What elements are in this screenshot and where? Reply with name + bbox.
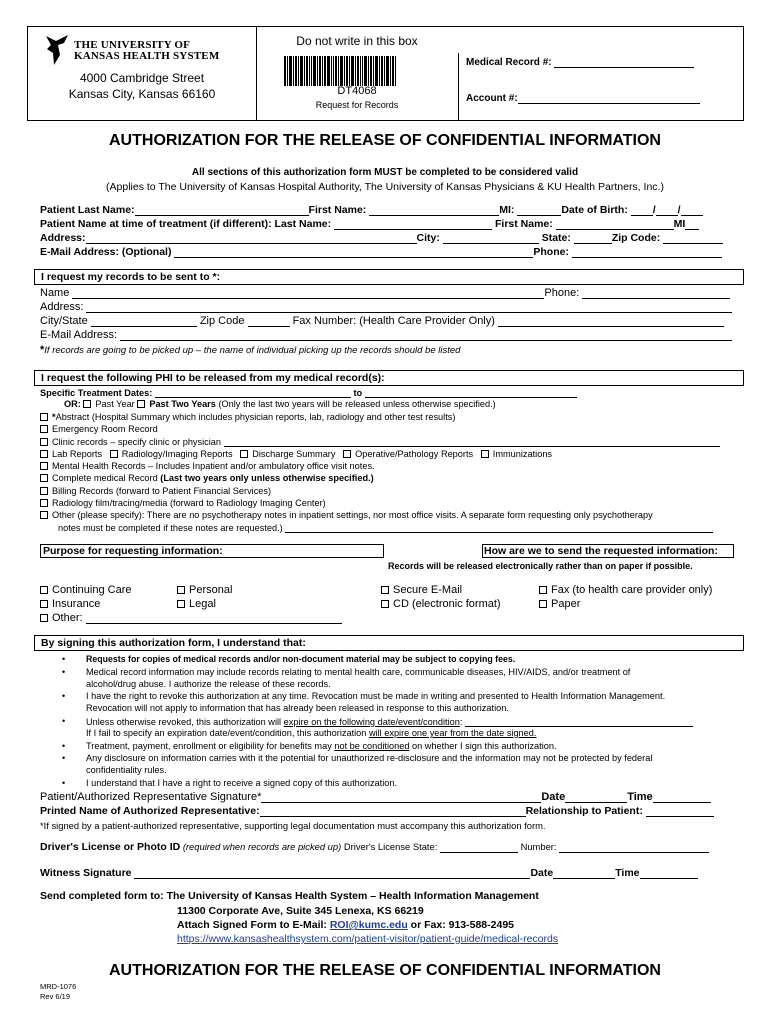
medical-record-field[interactable]: Medical Record #: — [466, 57, 694, 68]
understand-revoke-b: Revocation will not apply to information that has already been released in response to this authorization. — [86, 703, 509, 713]
patient-email-row[interactable]: E-Mail Address: (Optional) Phone: — [40, 246, 722, 258]
radiology-film-option[interactable]: Radiology film/tracing/media (forward to Radiology Imaging Center) — [40, 498, 326, 508]
method-cd[interactable]: CD (electronic format) — [381, 598, 501, 610]
understand-disclosure-a: Any disclosure on information carries with it the potential for unauthorized re-disclosure and the information may not be protected by federal — [86, 753, 653, 763]
org-address1: 4000 Cambridge Street — [79, 71, 205, 85]
do-not-write-label: Do not write in this box — [296, 34, 418, 48]
understand-section-header: By signing this authorization form, I understand that: — [34, 635, 744, 651]
jayhawk-logo-icon — [42, 33, 72, 67]
pickup-note: *If records are going to be picked up – the name of individual picking up the records should be listed — [40, 344, 461, 356]
page-title: AUTHORIZATION FOR THE RELEASE OF CONFIDENTIAL INFORMATION — [109, 132, 661, 149]
method-secure-email[interactable]: Secure E-Mail — [381, 584, 462, 596]
treatment-dates-row[interactable]: Specific Treatment Dates: to — [40, 387, 577, 398]
send-completed-line1: Send completed form to: The University of Kansas Health System – Health Information Management — [40, 890, 539, 902]
form-code: DT4068 — [337, 85, 377, 97]
recipient-email-row[interactable]: E-Mail Address: — [40, 329, 732, 341]
barcode-icon — [284, 56, 396, 86]
account-field[interactable]: Account #: — [466, 93, 700, 104]
patient-address-row[interactable]: Address: City: State: Zip Code: — [40, 232, 723, 244]
how-note: Records will be released electronically rather than on paper if possible. — [388, 561, 693, 571]
notice-required: All sections of this authorization form MUST be completed to be considered valid — [191, 167, 579, 178]
bottom-title: AUTHORIZATION FOR THE RELEASE OF CONFIDENTIAL INFORMATION — [109, 962, 661, 979]
send-to-section-header: I request my records to be sent to *: — [34, 269, 744, 285]
signature-row[interactable]: Patient/Authorized Representative Signature* Date Time — [40, 791, 711, 803]
roi-email-link[interactable]: ROI@kumc.edu — [329, 919, 408, 931]
understand-copy: I understand that I have a right to receive a signed copy of this authorization. — [86, 778, 398, 788]
period-row[interactable]: OR: Past Year Past Two Years (Only the last two years will be released unless otherwise specified.) — [64, 399, 496, 409]
purpose-continuing[interactable]: Continuing Care — [40, 584, 132, 596]
notice-applies: (Applies to The University of Kansas Hospital Authority, The University of Kansas Physicians & KU Health Partners, Inc.) — [106, 181, 664, 193]
mental-health-option[interactable]: Mental Health Records – Includes Inpatient and/or ambulatory office visit notes. — [40, 461, 375, 471]
past-year-checkbox[interactable] — [83, 400, 91, 408]
understand-records-a: Medical record information may include records relating to mental health care, communicable diseases, HIV/AIDS, and/or treatment of — [86, 667, 631, 677]
form-number: MRD-1076 — [40, 982, 77, 991]
purpose-legal[interactable]: Legal — [177, 598, 216, 610]
purpose-personal[interactable]: Personal — [177, 584, 232, 596]
representative-note: *If signed by a patient-authorized representative, supporting legal documentation must accompany this authorization form. — [40, 820, 546, 831]
past-two-years-checkbox[interactable] — [137, 400, 145, 408]
method-fax[interactable]: Fax (to health care provider only) — [539, 584, 712, 596]
printed-name-row[interactable]: Printed Name of Authorized Representative: Relationship to Patient: — [40, 805, 714, 817]
method-paper[interactable]: Paper — [539, 598, 580, 610]
drivers-license-row[interactable]: Driver's License or Photo ID (required when records are picked up) Driver's License State: Number: — [40, 841, 709, 853]
form-sub: Request for Records — [315, 100, 399, 110]
understand-expire-b: If I fail to specify an expiration date/event/condition, this authorization will expire one year from the date signed. — [86, 728, 537, 738]
other-option[interactable]: Other (please specify): There are no psychotherapy notes in inpatient settings, nor most office visits. A separate form requesting only psychotherapy — [40, 510, 653, 520]
understand-disclosure-b: confidentiality rules. — [86, 765, 167, 775]
org-address2: Kansas City, Kansas 66160 — [68, 87, 216, 101]
witness-row[interactable]: Witness Signature Date Time — [40, 867, 698, 879]
send-completed-address: 11300 Corporate Ave, Suite 345 Lenexa, KS 66219 — [177, 905, 424, 917]
purpose-insurance[interactable]: Insurance — [40, 598, 100, 610]
er-option[interactable]: Emergency Room Record — [40, 424, 158, 434]
billing-option[interactable]: Billing Records (forward to Patient Financial Services) — [40, 486, 271, 496]
complete-record-option[interactable]: Complete medical Record (Last two years only unless otherwise specified.) — [40, 473, 374, 483]
abstract-option[interactable]: *Abstract (Hospital Summary which includes physician reports, lab, radiology and other test results) — [40, 412, 455, 422]
send-completed-email-fax: Attach Signed Form to E-Mail: ROI@kumc.edu or Fax: 913-588-2495 — [177, 919, 514, 931]
patient-name-row[interactable]: Patient Last Name: First Name: MI: Date of Birth: / / — [40, 204, 703, 216]
recipient-name-row[interactable]: Name Phone: — [40, 287, 730, 299]
recipient-city-row[interactable]: City/State Zip Code Fax Number: (Health Care Provider Only) — [40, 315, 724, 327]
purpose-other[interactable]: Other: — [40, 612, 342, 624]
understand-records-b: alcohol/drug abuse. I authorize the release of these records. — [86, 679, 331, 689]
org-name-line1: THE UNIVERSITY OF — [74, 39, 191, 51]
purpose-header-box: Purpose for requesting information: — [40, 544, 384, 558]
recipient-address-row[interactable]: Address: — [40, 301, 732, 313]
form-revision: Rev 6/19 — [40, 992, 71, 1001]
understand-fees: Requests for copies of medical records and/or non-document material may be subject to copying fees. — [86, 654, 516, 664]
medical-records-url-link[interactable]: https://www.kansashealthsystem.com/patient-visitor/patient-guide/medical-records — [177, 933, 559, 945]
understand-expire-a[interactable]: Unless otherwise revoked, this authorization will expire on the following date/event/condition: — [86, 716, 693, 727]
reports-option-row[interactable]: Lab Reports Radiology/Imaging Reports Discharge Summary Operative/Pathology Reports Immunizations — [40, 449, 552, 459]
understand-revoke-a: I have the right to revoke this authorization at any time. Revocation must be made in writing and presented to Health Information Management. — [86, 691, 666, 701]
org-name-line2: KANSAS HEALTH SYSTEM — [74, 50, 220, 62]
other-option-cont[interactable]: notes must be completed if these notes are requested.) — [58, 522, 713, 533]
clinic-option[interactable]: Clinic records – specify clinic or physician — [40, 436, 720, 447]
patient-treatment-name-row[interactable]: Patient Name at time of treatment (if different): Last Name: First Name: MI — [40, 218, 699, 230]
header-box — [27, 26, 744, 121]
how-header-box: How are we to send the requested information: — [482, 544, 734, 558]
understand-conditioned: Treatment, payment, enrollment or eligibility for benefits may not be conditioned on whether I sign this authorization. — [86, 741, 557, 751]
phi-section-header: I request the following PHI to be released from my medical record(s): — [34, 370, 744, 386]
